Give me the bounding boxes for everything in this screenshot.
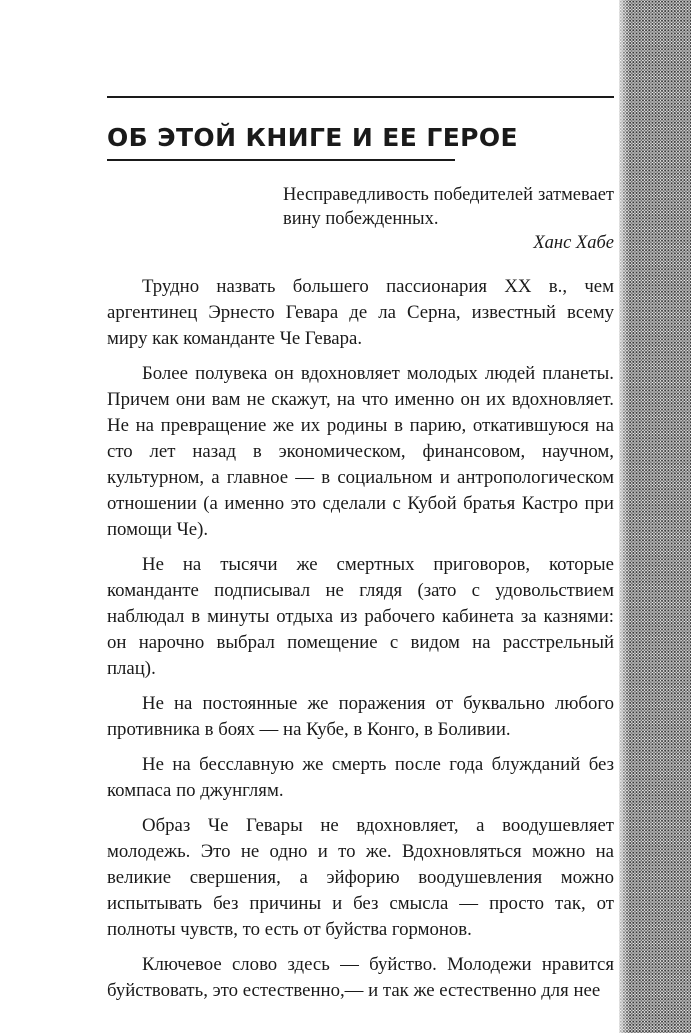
header-rule	[107, 96, 614, 98]
page-edge-fade	[615, 0, 629, 1033]
epigraph	[283, 183, 614, 255]
paragraph: Более полувека он вдохновляет молодых людей планеты. Причем они вам не скажут, на что именно он их вдохновляет. Не на превращение же их родины в парию, откатившуюся на сто лет назад в экономическом, финансовом, научном, культурном, а главное — в социальном и антропологическом отношении (а именно это сделали с Кубой братья Кастро при помощи Че).	[107, 363, 614, 540]
epigraph-author: Ханс Хабе	[533, 233, 614, 253]
paragraph: Не на бесславную же смерть после года блужданий без компаса по джунглям.	[107, 754, 614, 801]
chapter-title-underline	[107, 159, 455, 161]
paragraph: Трудно назвать большего пассионария XX в., чем аргентинец Эрнесто Гевара де ла Серна, известный всему миру как команданте Че Гевара.	[107, 276, 614, 349]
paragraph: Не на постоянные же поражения от буквально любого противника в боях — на Кубе, в Конго, в Боливии.	[107, 693, 614, 740]
paragraph: Не на тысячи же смертных приговоров, которые команданте подписывал не глядя (зато с удовольствием наблюдал в минуты отдыха из рабочего кабинета за казнями: он нарочно выбрал помещение с видом на расстрельный плац).	[107, 554, 614, 679]
paragraph: Образ Че Гевары не вдохновляет, а воодушевляет молодежь. Это не одно и то же. Вдохновляться можно на великие свершения, а эйфорию воодушевления можно испытывать без причины и без смысла — просто так, от полноты чувств, то есть от буйства гормонов.	[107, 815, 614, 940]
body-text	[107, 274, 614, 1013]
epigraph-text: Несправедливость победителей затмевает вину побежденных.	[283, 185, 614, 229]
paragraph: Ключевое слово здесь — буйство. Молодежи нравится буйствовать, это естественно,— и так же естественно для нее	[107, 954, 614, 1001]
chapter-title: ОБ ЭТОЙ КНИГЕ И ЕЕ ГЕРОЕ	[107, 123, 519, 152]
page-edge-halftone	[619, 0, 691, 1033]
